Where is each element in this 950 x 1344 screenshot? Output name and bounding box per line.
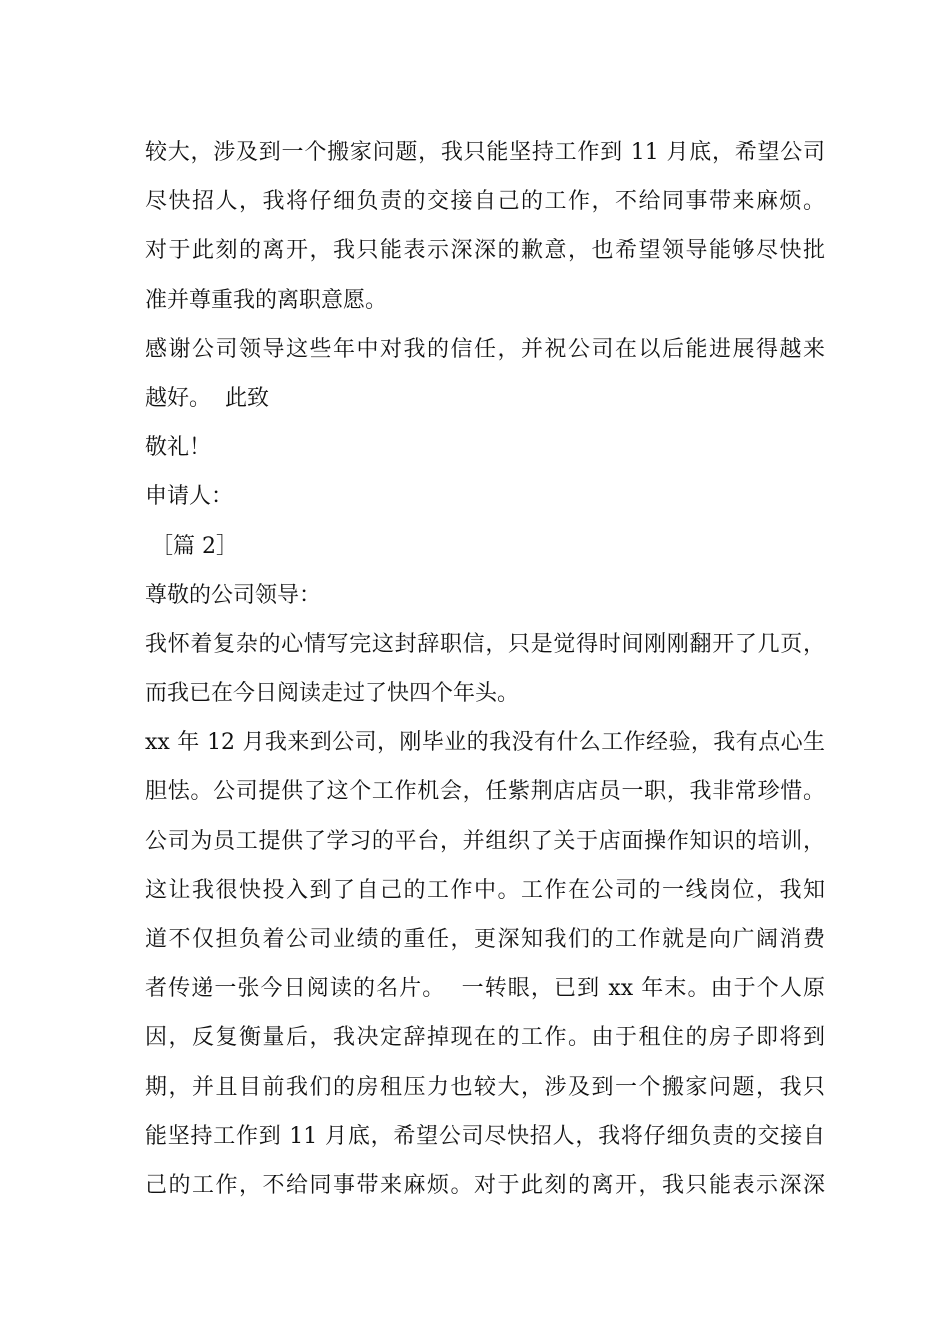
text-line: 感谢公司领导这些年中对我的信任，并祝公司在以后能进展得越来 [145, 336, 825, 362]
text-line: 能坚持工作到 11 月底，希望公司尽快招人，我将仔细负责的交接自 [145, 1123, 825, 1149]
section-heading: ［篇 2］ [151, 533, 238, 559]
text-line: 准并尊重我的离职意愿。 [145, 287, 388, 313]
document-body [145, 128, 825, 1210]
text-line: 公司为员工提供了学习的平台，并组织了关于店面操作知识的培训， [145, 828, 825, 854]
text-line: 越好。 此致 [145, 385, 269, 411]
salutation: 尊敬的公司领导： [145, 582, 322, 608]
text-line: 较大，涉及到一个搬家问题，我只能坚持工作到 11 月底，希望公司 [145, 140, 825, 165]
text-line: 敬礼！ [145, 435, 212, 461]
text-line: 期，并且目前我们的房租压力也较大，涉及到一个搬家问题，我只 [145, 1074, 825, 1100]
text-line: 胆怯。公司提供了这个工作机会，任紫荆店店员一职，我非常珍惜。 [145, 779, 825, 805]
text-line: 申请人： [145, 484, 234, 510]
text-line: 这让我很快投入到了自己的工作中。工作在公司的一线岗位，我知 [145, 877, 825, 903]
text-line: 对于此刻的离开，我只能表示深深的歉意，也希望领导能够尽快批 [145, 238, 825, 264]
text-line: 因，反复衡量后，我决定辞掉现在的工作。由于租住的房子即将到 [145, 1025, 825, 1051]
text-line: 而我已在今日阅读走过了快四个年头。 [145, 681, 520, 707]
text-line: 我怀着复杂的心情写完这封辞职信，只是觉得时间刚刚翻开了几页， [145, 631, 825, 657]
text-line: 己的工作，不给同事带来麻烦。对于此刻的离开，我只能表示深深 [145, 1172, 825, 1198]
text-line: 道不仅担负着公司业绩的重任，更深知我们的工作就是向广阔消费 [145, 927, 825, 952]
text-line: 尽快招人，我将仔细负责的交接自己的工作，不给同事带来麻烦。 [145, 189, 825, 215]
text-line: xx 年 12 月我来到公司，刚毕业的我没有什么工作经验，我有点心生 [145, 730, 825, 756]
text-line: 者传递一张今日阅读的名片。 一转眼，已到 xx 年末。由于个人原 [145, 976, 825, 1002]
